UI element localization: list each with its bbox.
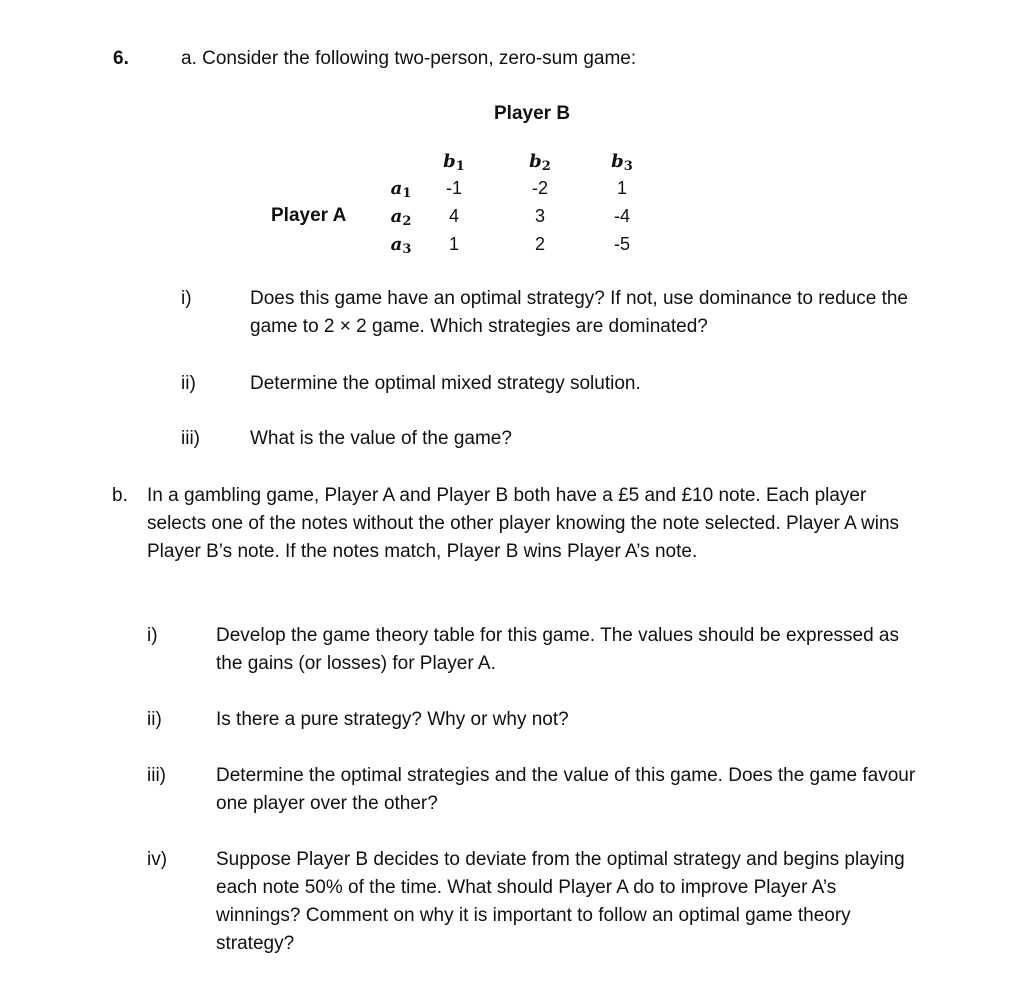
matrix-cell: -4 (613, 206, 630, 226)
part-b-question-number: iii) (147, 765, 166, 786)
part-b-question-text: Determine the optimal strategies and the value of this game. Does the game favour one player over the other? (216, 765, 916, 814)
row-header-a3: $a_3$ (390, 234, 412, 257)
part-b-question-number: ii) (147, 709, 162, 730)
column-header-b2: $b_2$ (529, 151, 551, 174)
column-header-b3: $b_3$ (611, 151, 633, 174)
matrix-cell: -2 (531, 178, 548, 198)
part-a-question-text: Does this game have an optimal strategy? If not, use dominance to reduce the game to 2 × 2 game. Which strategies are dominated? (250, 288, 908, 337)
matrix-cell: -1 (445, 178, 462, 198)
matrix-cell: 3 (534, 206, 545, 226)
part-b-intro: In a gambling game, Player A and Player B both have a £5 and £10 note. Each player selects one of the notes without the other player knowing the note selected. Player A wins Player B’s note. If the notes match, Player B wins Player A’s note. (147, 485, 900, 562)
player-a-label: Player A (271, 205, 347, 226)
part-b-question-number: i) (147, 625, 158, 646)
matrix-cell: -5 (613, 234, 630, 254)
question-number: 6. (113, 48, 129, 69)
part-b-label: b. (112, 485, 128, 506)
row-header-a1: $a_1$ (390, 178, 412, 201)
matrix-cell: 1 (448, 234, 459, 254)
matrix-cell: 2 (534, 234, 545, 254)
player-b-label: Player B (494, 103, 571, 124)
part-a-question-number: iii) (181, 428, 200, 449)
part-a-question-text: Determine the optimal mixed strategy solution. (250, 373, 641, 394)
part-a-question-number: ii) (181, 373, 196, 394)
part-a-question-number: i) (181, 288, 192, 309)
part-b-question-number: iv) (147, 849, 168, 870)
matrix-cell: 1 (616, 178, 627, 198)
part-b-question-text: Is there a pure strategy? Why or why not? (216, 709, 569, 730)
part-b-question-text: Develop the game theory table for this game. The values should be expressed as the gains (or losses) for Player A. (216, 625, 899, 674)
part-b-question-text: Suppose Player B decides to deviate from the optimal strategy and begins playing each note 50% of the time. What should Player A do to improve Player A’s winnings? Comment on why it is important to follow an optimal game theory strategy? (216, 849, 905, 954)
part-a-question-text: What is the value of the game? (250, 428, 512, 449)
row-header-a2: $a_2$ (390, 206, 412, 229)
matrix-cell: 4 (448, 206, 459, 226)
column-header-b1: $b_1$ (443, 151, 465, 174)
part-a-intro: a. Consider the following two-person, zero-sum game: (181, 48, 637, 69)
